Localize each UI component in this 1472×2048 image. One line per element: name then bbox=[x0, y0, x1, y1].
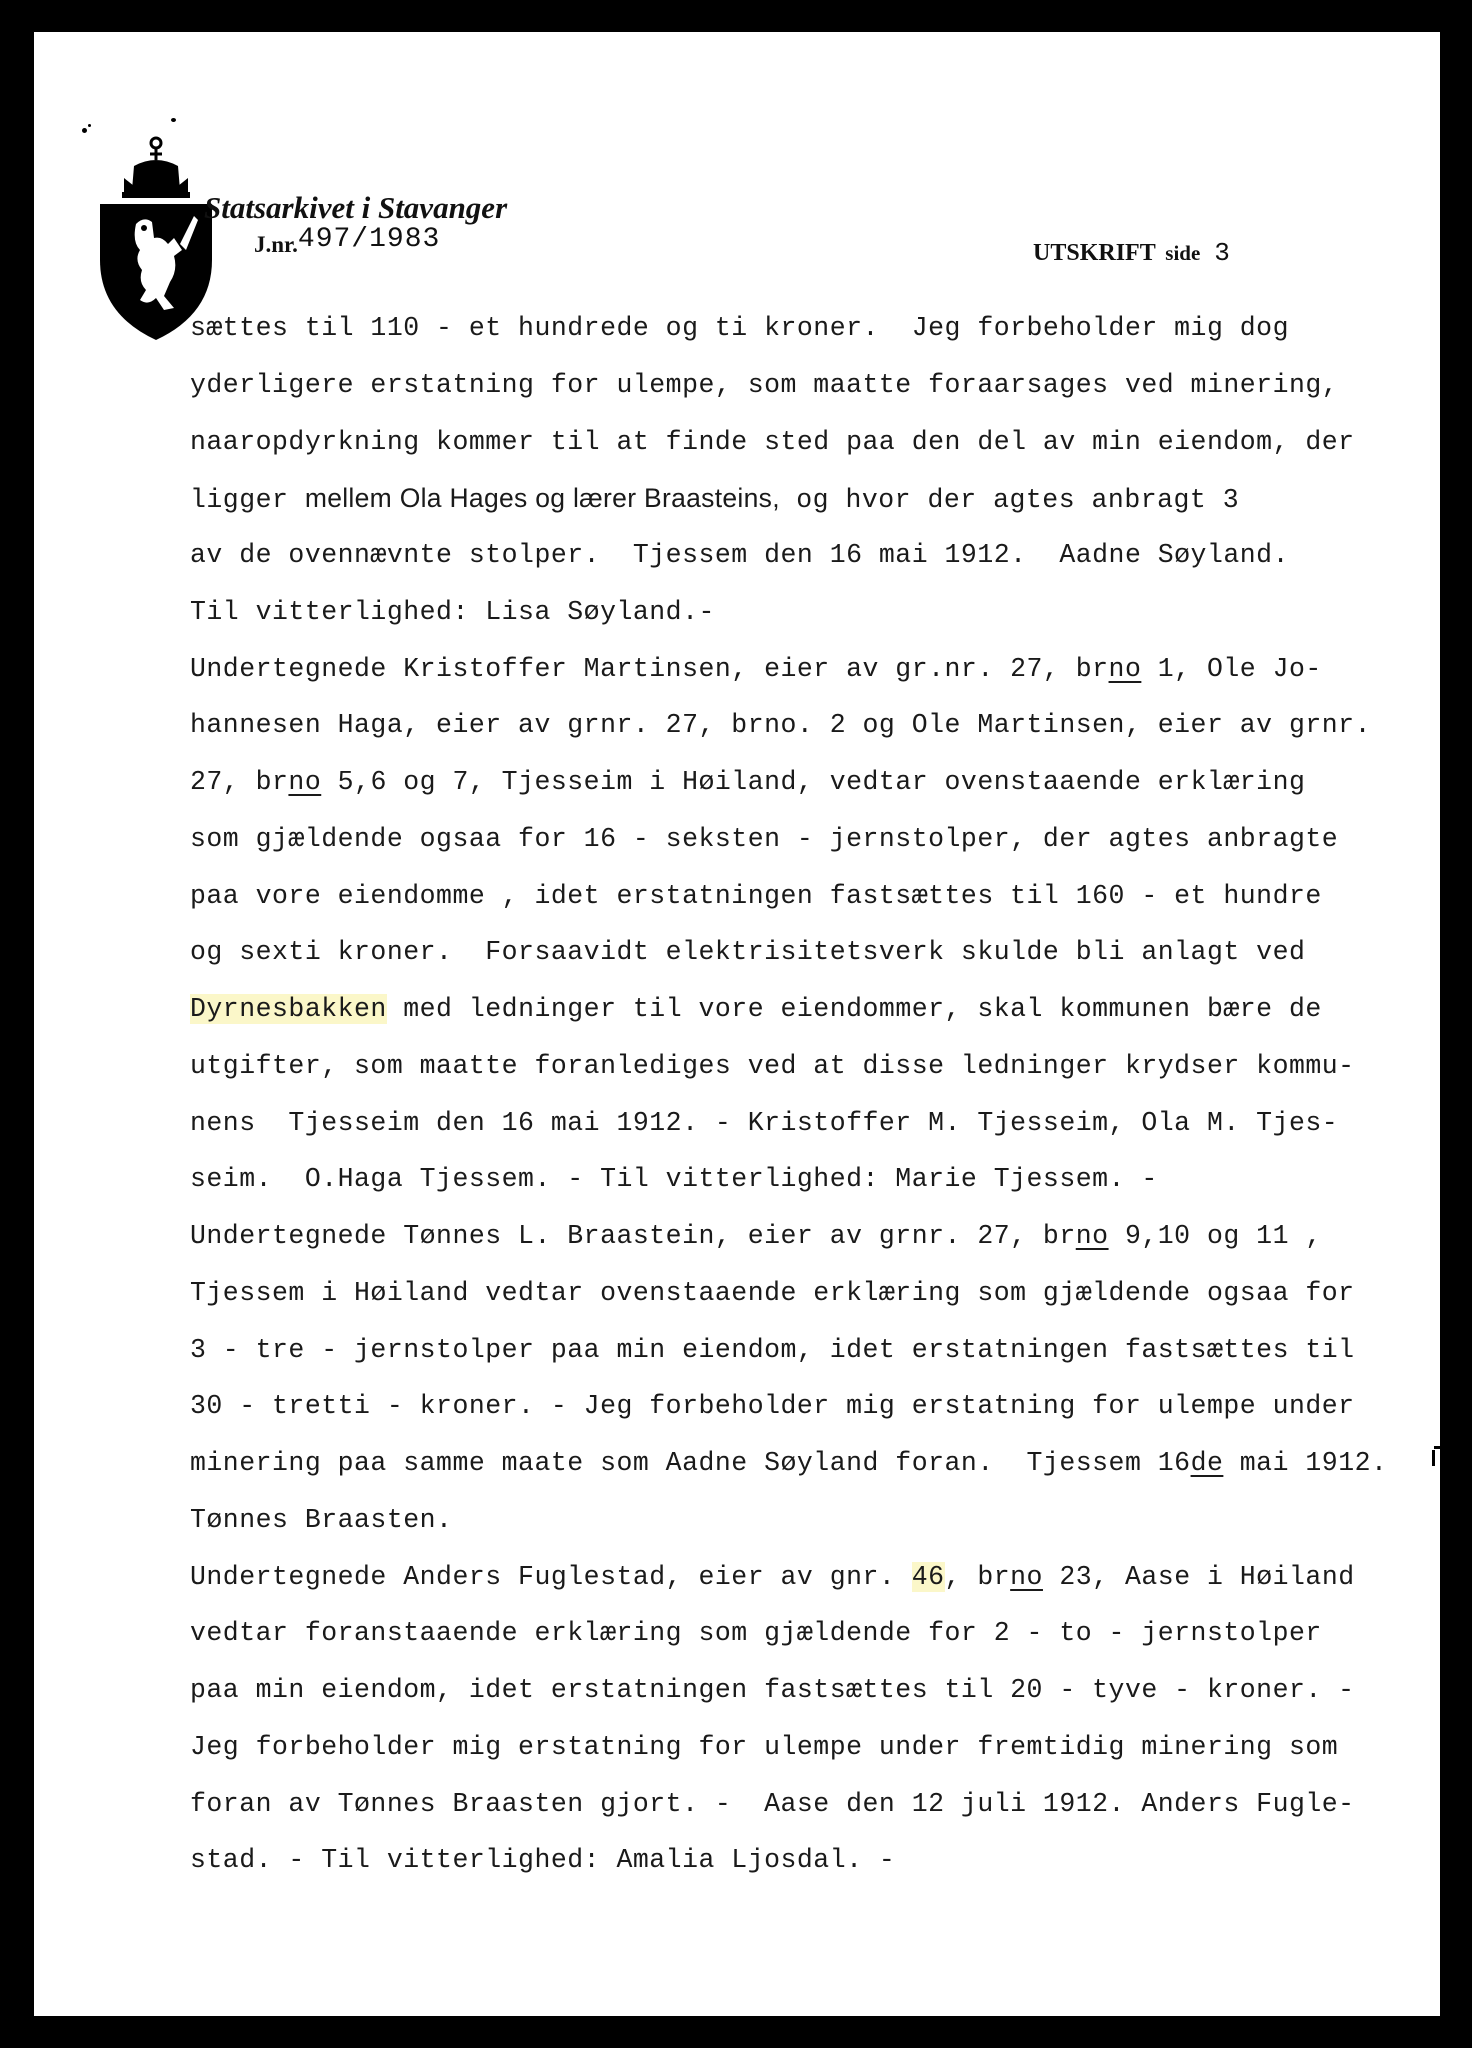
text-segment: mellem Ola Hages og lærer Braasteins, bbox=[304, 483, 780, 514]
journal-number bbox=[254, 224, 440, 258]
page-number: 3 bbox=[1214, 238, 1230, 268]
text-segment: Tjessem i Høiland vedtar ovenstaaende erklæring som gjældende ogsaa for bbox=[190, 1277, 1355, 1308]
text-line bbox=[190, 357, 1460, 414]
utskrift-label: UTSKRIFT bbox=[1033, 240, 1156, 266]
margin-mark bbox=[1432, 1450, 1435, 1466]
text-segment: hannesen Haga, eier av grnr. 27, brno. 2 og Ole Martinsen, eier av grnr. bbox=[190, 710, 1371, 741]
text-line bbox=[190, 641, 1460, 698]
text-segment: yderligere erstatning for ulempe, som maatte foraarsages ved minering, bbox=[190, 369, 1339, 400]
text-segment: foran av Tønnes Braasten gjort. - Aase den 12 juli 1912. Anders Fugle- bbox=[190, 1788, 1355, 1819]
text-segment: 9,10 og 11 , bbox=[1108, 1221, 1322, 1251]
text-segment: og sexti kroner. Forsaavidt elektrisitetsverk skulde bli anlagt ved bbox=[190, 937, 1306, 968]
text-segment: nens Tjesseim den 16 mai 1912. - Kristoffer M. Tjesseim, Ola M. Tjes- bbox=[190, 1107, 1339, 1138]
text-line bbox=[190, 1322, 1460, 1379]
scan-speck bbox=[88, 124, 91, 127]
text-line bbox=[190, 527, 1460, 584]
utskrift-heading bbox=[1033, 238, 1230, 268]
text-line bbox=[190, 1378, 1460, 1435]
text-line bbox=[190, 1265, 1460, 1322]
highlighted-text: Dyrnesbakken bbox=[190, 994, 387, 1024]
text-line bbox=[190, 300, 1460, 357]
underlined-text: no bbox=[1075, 1221, 1109, 1251]
text-segment: Tønnes Braasten. bbox=[190, 1504, 453, 1535]
scan-speck bbox=[82, 128, 87, 133]
text-line bbox=[190, 470, 1460, 527]
text-line bbox=[190, 754, 1460, 811]
text-line bbox=[190, 1776, 1460, 1833]
text-segment: med ledninger til vore eiendommer, skal kommunen bære de bbox=[386, 994, 1322, 1024]
side-label: side bbox=[1165, 241, 1201, 265]
margin-mark bbox=[1434, 1446, 1442, 1449]
text-segment: Til vitterlighed: Lisa Søyland.- bbox=[190, 596, 715, 627]
text-segment: Undertegnede Tønnes L. Braastein, eier av grnr. 27, br bbox=[190, 1221, 1076, 1251]
text-line bbox=[190, 1832, 1460, 1889]
text-segment: seim. O.Haga Tjessem. - Til vitterlighed: Marie Tjessem. - bbox=[190, 1164, 1158, 1195]
text-segment: sættes til 110 - et hundrede og ti kroner. Jeg forbeholder mig dog bbox=[190, 313, 1289, 343]
underlined-text: no bbox=[288, 767, 322, 797]
text-segment: minering paa samme maate som Aadne Søyland foran. Tjessem 16 bbox=[190, 1448, 1191, 1478]
text-line bbox=[190, 414, 1460, 471]
text-segment: 23, Aase i Høiland bbox=[1042, 1561, 1355, 1592]
text-segment: 5,6 og 7, Tjesseim i Høiland, vedtar ovenstaaende erklæring bbox=[321, 767, 1306, 797]
text-segment: og hvor der agtes anbragt 3 bbox=[779, 485, 1240, 516]
text-line bbox=[190, 697, 1460, 754]
text-segment: paa min eiendom, idet erstatningen fastsættes til 20 - tyve - kroner. - bbox=[190, 1675, 1355, 1705]
text-segment: 30 - tretti - kroner. - Jeg forbeholder mig erstatning for ulempe under bbox=[190, 1391, 1355, 1422]
text-segment: Jeg forbeholder mig erstatning for ulempe under fremtidig minering som bbox=[190, 1731, 1339, 1762]
text-segment: Undertegnede Anders Fuglestad, eier av gnr. bbox=[190, 1561, 912, 1592]
journal-number-label: J.nr. bbox=[254, 232, 298, 257]
text-line bbox=[190, 1151, 1460, 1208]
highlighted-text: 46 bbox=[911, 1561, 945, 1592]
text-segment: 3 - tre - jernstolper paa min eiendom, idet erstatningen fastsættes til bbox=[190, 1334, 1355, 1365]
text-line bbox=[190, 811, 1460, 868]
text-segment: , br bbox=[944, 1561, 1011, 1592]
text-line bbox=[190, 981, 1460, 1038]
text-line bbox=[190, 1605, 1460, 1662]
underlined-text: no bbox=[1010, 1561, 1043, 1592]
text-segment: ligger bbox=[190, 485, 305, 516]
text-line bbox=[190, 1038, 1460, 1095]
text-line bbox=[190, 1095, 1460, 1152]
text-line bbox=[190, 1435, 1460, 1492]
text-line bbox=[190, 1549, 1460, 1606]
journal-number-value: 497/1983 bbox=[297, 224, 441, 255]
transcript-body bbox=[190, 300, 1460, 1889]
text-line bbox=[190, 1492, 1460, 1549]
text-line bbox=[190, 584, 1460, 641]
text-segment: naaropdyrkning kommer til at finde sted paa den del av min eiendom, der bbox=[190, 426, 1355, 457]
scan-speck bbox=[171, 118, 176, 122]
text-line bbox=[190, 924, 1460, 981]
text-segment: vedtar foranstaaende erklæring som gjældende for 2 - to - jernstolper bbox=[190, 1618, 1322, 1649]
text-line bbox=[190, 1208, 1460, 1265]
text-segment: 1, Ole Jo- bbox=[1141, 653, 1322, 684]
text-segment: 27, br bbox=[190, 767, 289, 797]
text-segment: utgifter, som maatte foranlediges ved at disse ledninger krydser kommu- bbox=[190, 1050, 1355, 1081]
underlined-text: de bbox=[1190, 1448, 1224, 1478]
text-line bbox=[190, 1662, 1460, 1719]
text-segment: stad. - Til vitterlighed: Amalia Ljosdal. - bbox=[190, 1845, 896, 1876]
text-segment: som gjældende ogsaa for 16 - seksten - jernstolper, der agtes anbragte bbox=[190, 823, 1339, 854]
underlined-text: no bbox=[1108, 653, 1142, 684]
text-segment: av de ovennævnte stolper. Tjessem den 16 mai 1912. Aadne Søyland. bbox=[190, 540, 1289, 570]
text-line bbox=[190, 868, 1460, 925]
text-segment: paa vore eiendomme , idet erstatningen fastsættes til 160 - et hundre bbox=[190, 880, 1322, 911]
text-segment: mai 1912. bbox=[1223, 1448, 1388, 1478]
archive-name: Statsarkivet i Stavanger bbox=[204, 190, 508, 225]
text-line bbox=[190, 1719, 1460, 1776]
document-page bbox=[34, 32, 1440, 2016]
text-segment: Undertegnede Kristoffer Martinsen, eier av gr.nr. 27, br bbox=[190, 653, 1109, 684]
